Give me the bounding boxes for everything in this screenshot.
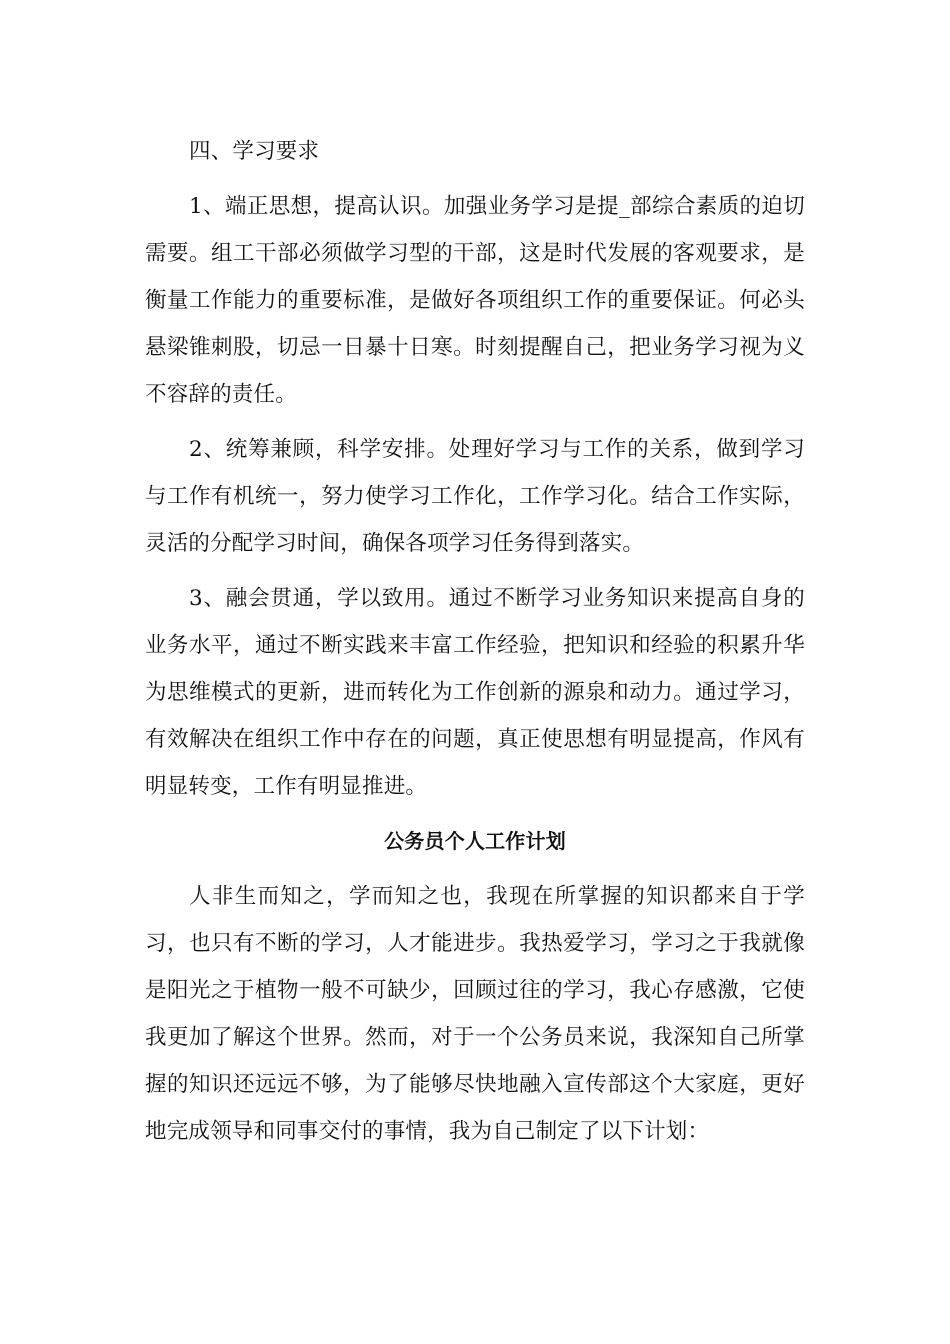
intro-paragraph: 人非生而知之，学而知之也，我现在所掌握的知识都来自于学习，也只有不断的学习，人才能进步。我热爱学习，学习之于我就像是阳光之于植物一般不可缺少，回顾过往的学习，我心存感激，它使我更加了解这个世界。然而，对于一个公务员来说，我深知自己所掌握的知识还远远不够，为了能够尽快地融入宣传部这个大家庭，更好地完成领导和同事交付的事情，我为自己制定了以下计划：: [145, 884, 805, 1144]
requirement-3: 3、融会贯通，学以致用。通过不断学习业务知识来提高自身的业务水平，通过不断实践来丰富工作经验，把知识和经验的积累升华为思维模式的更新，进而转化为工作创新的源泉和动力。通过学习，有效解决在组织工作中存在的问题，真正使思想有明显提高，作风有明显转变，工作有明显推进。: [145, 586, 805, 799]
requirement-2: 2、统筹兼顾，科学安排。处理好学习与工作的关系，做到学习与工作有机统一，努力使学习工作化，工作学习化。结合工作实际，灵活的分配学习时间，确保各项学习任务得到落实。: [145, 437, 805, 556]
requirement-1: 1、端正思想，提高认识。加强业务学习是提_部综合素质的迫切需要。组工干部必须做学习型的干部，这是时代发展的客观要求，是衡量工作能力的重要标准，是做好各项组织工作的重要保证。何必头悬梁锥刺股，切忌一日暴十日寒。时刻提醒自己，把业务学习视为义不容辞的责任。: [145, 194, 805, 407]
section-heading: 四、学习要求: [189, 139, 320, 164]
document-page: [145, 128, 805, 1163]
document-title: 公务员个人工作计划: [384, 829, 566, 853]
